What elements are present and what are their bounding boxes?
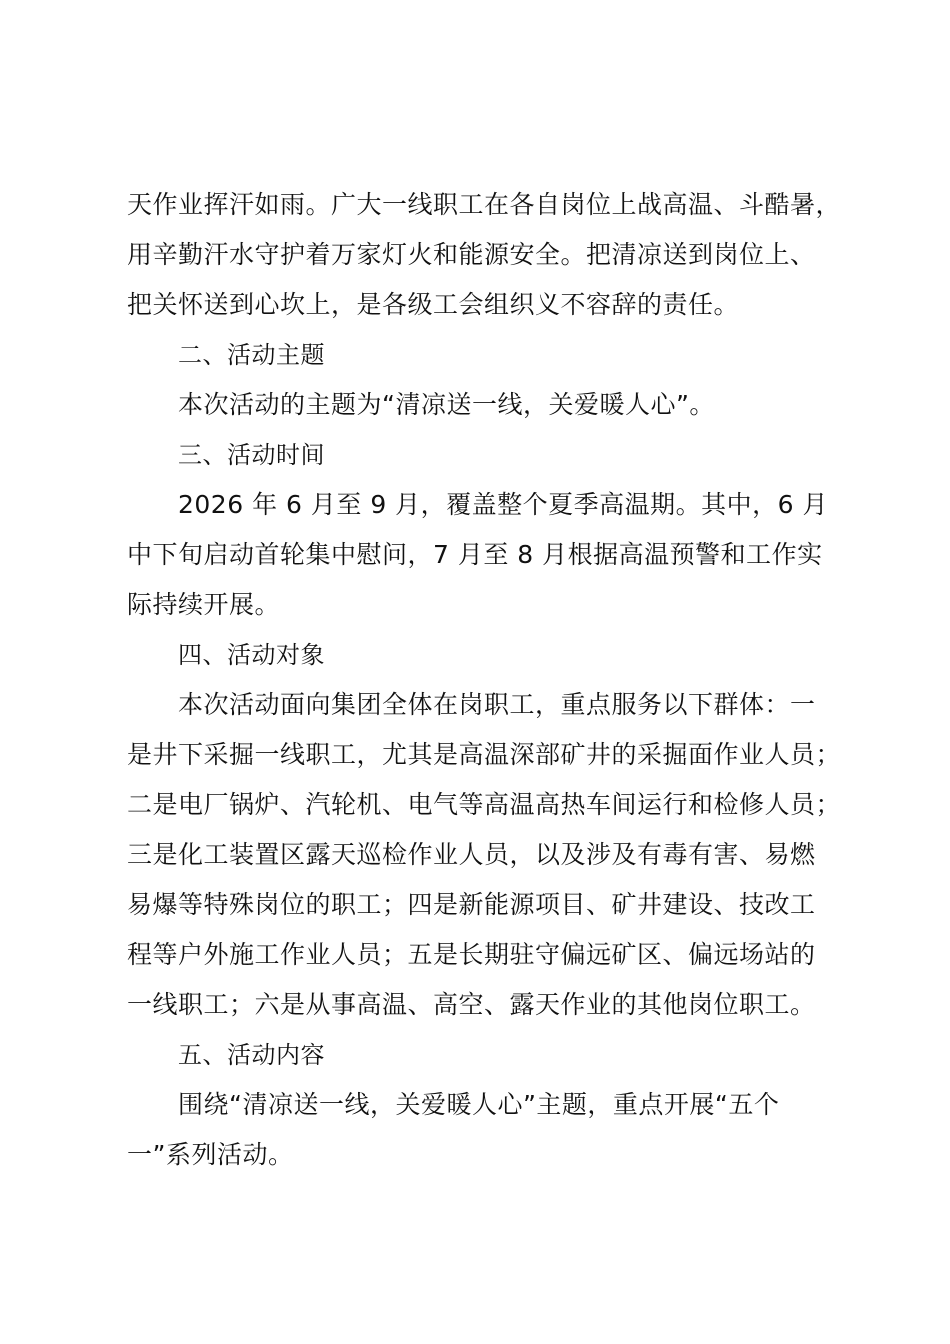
paragraph-line: 三是化工装置区露天巡检作业人员，以及涉及有毒有害、易燃 (127, 840, 816, 869)
paragraph-line: 二是电厂锅炉、汽轮机、电气等高温高热车间运行和检修人员； (127, 790, 842, 819)
paragraph-line: 本次活动面向集团全体在岗职工，重点服务以下群体：一 (178, 690, 816, 719)
paragraph-line: 2026 年 6 月至 9 月，覆盖整个夏季高温期。其中，6 月 (178, 490, 829, 519)
section-heading-theme: 二、活动主题 (178, 341, 325, 369)
paragraph-line: 际持续开展。 (127, 590, 281, 619)
paragraph-line: 把关怀送到心坎上，是各级工会组织义不容辞的责任。 (127, 290, 740, 319)
paragraph-line: 中下旬启动首轮集中慰问，7 月至 8 月根据高温预警和工作实 (127, 540, 823, 569)
paragraph-line: 天作业挥汗如雨。广大一线职工在各自岗位上战高温、斗酷暑， (127, 190, 842, 219)
paragraph-line: 本次活动的主题为“清凉送一线，关爱暖人心”。 (178, 390, 715, 419)
paragraph-line: 易爆等特殊岗位的职工；四是新能源项目、矿井建设、技改工 (127, 890, 816, 919)
section-heading-content: 五、活动内容 (178, 1041, 325, 1069)
paragraph-line: 用辛勤汗水守护着万家灯火和能源安全。把清凉送到岗位上、 (127, 240, 816, 269)
paragraph-line: 程等户外施工作业人员；五是长期驻守偏远矿区、偏远场站的 (127, 940, 816, 969)
paragraph-line: 一”系列活动。 (127, 1140, 294, 1169)
section-heading-time: 三、活动时间 (178, 441, 325, 469)
paragraph-line: 围绕“清凉送一线，关爱暖人心”主题，重点开展“五个 (178, 1090, 780, 1119)
paragraph-line: 一线职工；六是从事高温、高空、露天作业的其他岗位职工。 (127, 990, 816, 1019)
section-heading-targets: 四、活动对象 (178, 641, 325, 669)
paragraph-line: 是井下采掘一线职工，尤其是高温深部矿井的采掘面作业人员； (127, 740, 842, 769)
